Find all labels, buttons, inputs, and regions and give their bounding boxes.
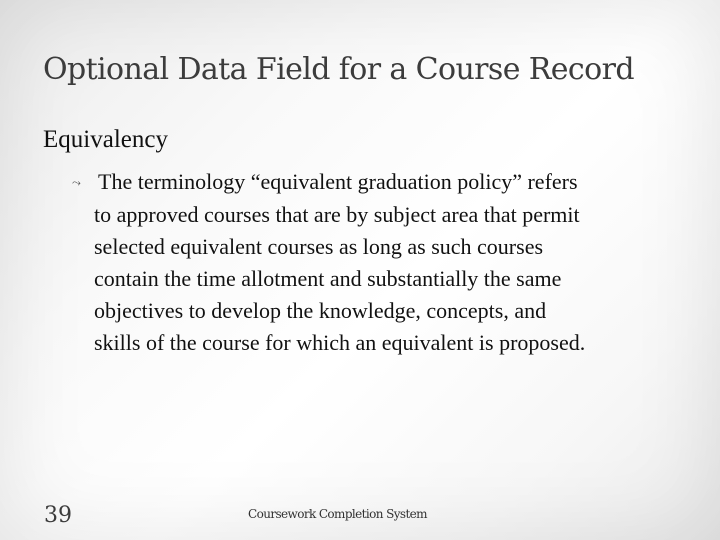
slide-number: 39: [44, 503, 72, 528]
bullet-line: contain the time allotment and substantially the same: [94, 266, 562, 291]
bullet-line: selected equivalent courses as long as such courses: [94, 234, 544, 259]
bullet-line: skills of the course for which an equivalent is proposed.: [94, 330, 586, 355]
bullet-paragraph: [72, 166, 692, 359]
bullet-line: objectives to develop the knowledge, concepts, and: [94, 298, 547, 323]
dashed-arrow-bullet-icon: ⤳: [72, 176, 81, 189]
bullet-line: [72, 166, 692, 199]
slide-title: Optional Data Field for a Course Record: [43, 52, 634, 87]
bullet-line: to approved courses that are by subject area that permit: [94, 202, 580, 227]
bullet-text: The terminology “equivalent graduation policy” refers: [98, 169, 578, 194]
footer-text: Coursework Completion System: [248, 507, 427, 521]
section-heading: Equivalency: [43, 126, 168, 153]
